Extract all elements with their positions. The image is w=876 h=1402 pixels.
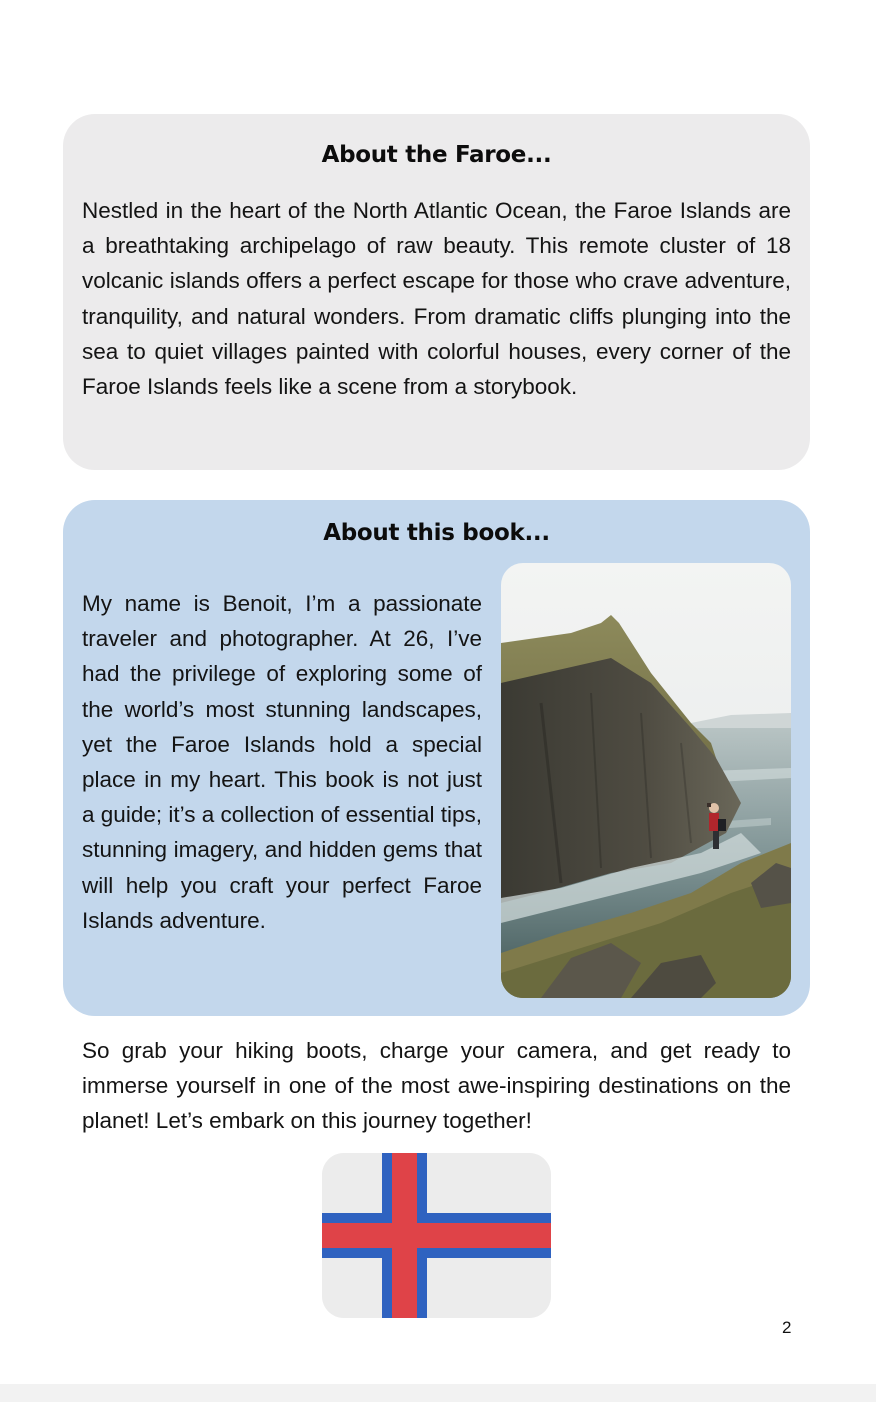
about-book-text: My name is Benoit, I’m a passionate traveler and photographer. At 26, I’ve had the privilege of exploring some of the world’s most stunning landscapes, yet the Faroe Islands hold a special place in my heart. This book is not just a guide; it’s a collection of essential tips, stunning imagery, and hidden gems that will help you craft your perfect Faroe Islands adventure.	[82, 591, 482, 933]
about-faroe-title: About the Faroe...	[321, 142, 552, 168]
page-number: 2	[782, 1318, 792, 1337]
faroe-islands-flag	[322, 1153, 551, 1318]
about-book-title: About this book...	[323, 520, 550, 546]
about-faroe-card	[63, 114, 810, 470]
sea-cliff-hiker-photo	[501, 563, 791, 998]
about-faroe-text: Nestled in the heart of the North Atlantic Ocean, the Faroe Islands are a breathtaking archipelago of raw beauty. This remote cluster of 18 volcanic islands offers a perfect escape for those who crave adventure, tranquility, and natural wonders. From dramatic cliffs plunging into the sea to quiet villages painted with colorful houses, every corner of the Faroe Islands feels like a scene from a storybook.	[82, 198, 791, 400]
about-book-card	[63, 500, 810, 1016]
closing-text: So grab your hiking boots, charge your camera, and get ready to immerse yourself in one of the most awe-inspiring destinations on the planet! Let’s embark on this journey together!	[82, 1038, 791, 1134]
page-bottom-edge	[0, 1384, 876, 1402]
